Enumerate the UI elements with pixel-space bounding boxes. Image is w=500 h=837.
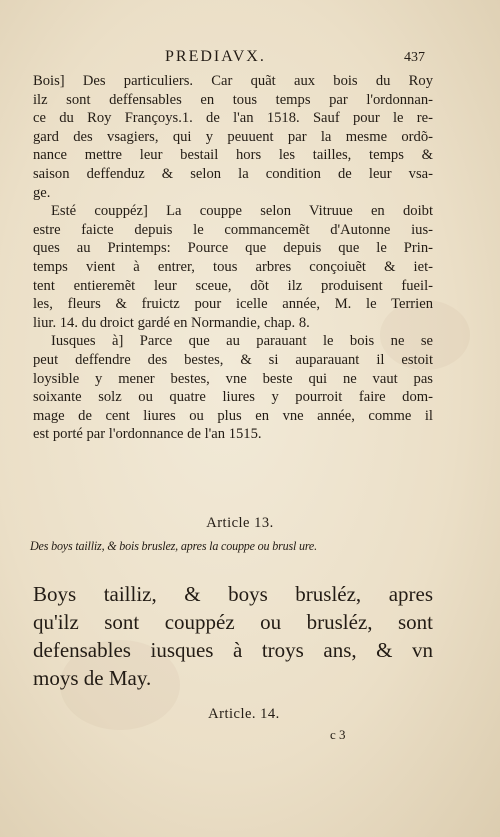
text-line: est porté par l'ordonnance de l'an 1515. — [33, 426, 262, 443]
note-iusques-a — [33, 332, 433, 444]
signature-mark: c 3 — [330, 727, 346, 742]
text-line: ge. — [33, 184, 51, 201]
text-line: defensables iusques à troys ans, & vn — [33, 638, 433, 662]
text-line: nance mettre leur bestail hors les tailles, temps & — [33, 147, 433, 164]
article-13-text — [33, 580, 433, 692]
article-14-heading: Article. 14. — [208, 706, 280, 722]
text-line: les, fleurs & fruictz pour icelle année, M. le Terrien — [33, 296, 433, 313]
text-line: ques au Printemps: Pource que depuis que le Prin- — [33, 240, 433, 257]
page-number: 437 — [404, 50, 425, 65]
commentary-notes — [33, 72, 433, 444]
page-header — [0, 48, 500, 68]
article-13-heading: Article 13. — [206, 515, 274, 531]
text-line: qu'ilz sont couppéz ou brusléz, sont — [33, 610, 433, 634]
note-bois — [33, 72, 433, 202]
text-line: peut deffendre des bestes, & si auparauant il estoit — [33, 351, 433, 368]
text-line: soixante solz ou quatre liures y pourroit faire dom- — [33, 389, 433, 406]
article-13-summary: Des boys tailliz, & bois bruslez, apres la couppe ou brusl ure. — [30, 538, 317, 553]
text-line: mage de cent liures ou plus en vne année, comme il — [33, 407, 433, 424]
text-line: tent entieremẽt leur sceue, dõt ilz produisent fueil- — [33, 277, 433, 294]
text-line: gard des vsagiers, qui y peuuent par la mesme ordõ- — [33, 128, 433, 145]
text-line: Boys tailliz, & boys brusléz, apres — [33, 582, 433, 606]
text-line: loysible y mener bestes, vne beste qui ne vaut pas — [33, 370, 433, 387]
text-line: Iusques à] Parce que au parauant le bois ne se — [51, 333, 433, 350]
text-line: ce du Roy Françoys.1. de l'an 1518. Sauf pour le re- — [33, 110, 433, 127]
text-line: saison deffenduz & selon la condition de leur vsa- — [33, 165, 433, 182]
text-line: temps vient à entrer, tous arbres conçoiuẽt & iet- — [33, 258, 433, 275]
running-head: PREDIAVX. — [165, 48, 266, 65]
text-line: ilz sont deffensables en tous temps par l'ordonnan- — [33, 91, 433, 108]
text-line: Esté couppéz] La couppe selon Vitruue en doibt — [51, 203, 433, 220]
text-line: Bois] Des particuliers. Car quãt aux bois du Roy — [33, 73, 433, 89]
text-line: estre faicte depuis le commancemẽt d'Autonne ius- — [33, 221, 433, 238]
text-line: moys de May. — [33, 666, 152, 690]
text-line: liur. 14. du droict gardé en Normandie, chap. 8. — [33, 314, 310, 331]
note-este-couppez — [33, 202, 433, 332]
